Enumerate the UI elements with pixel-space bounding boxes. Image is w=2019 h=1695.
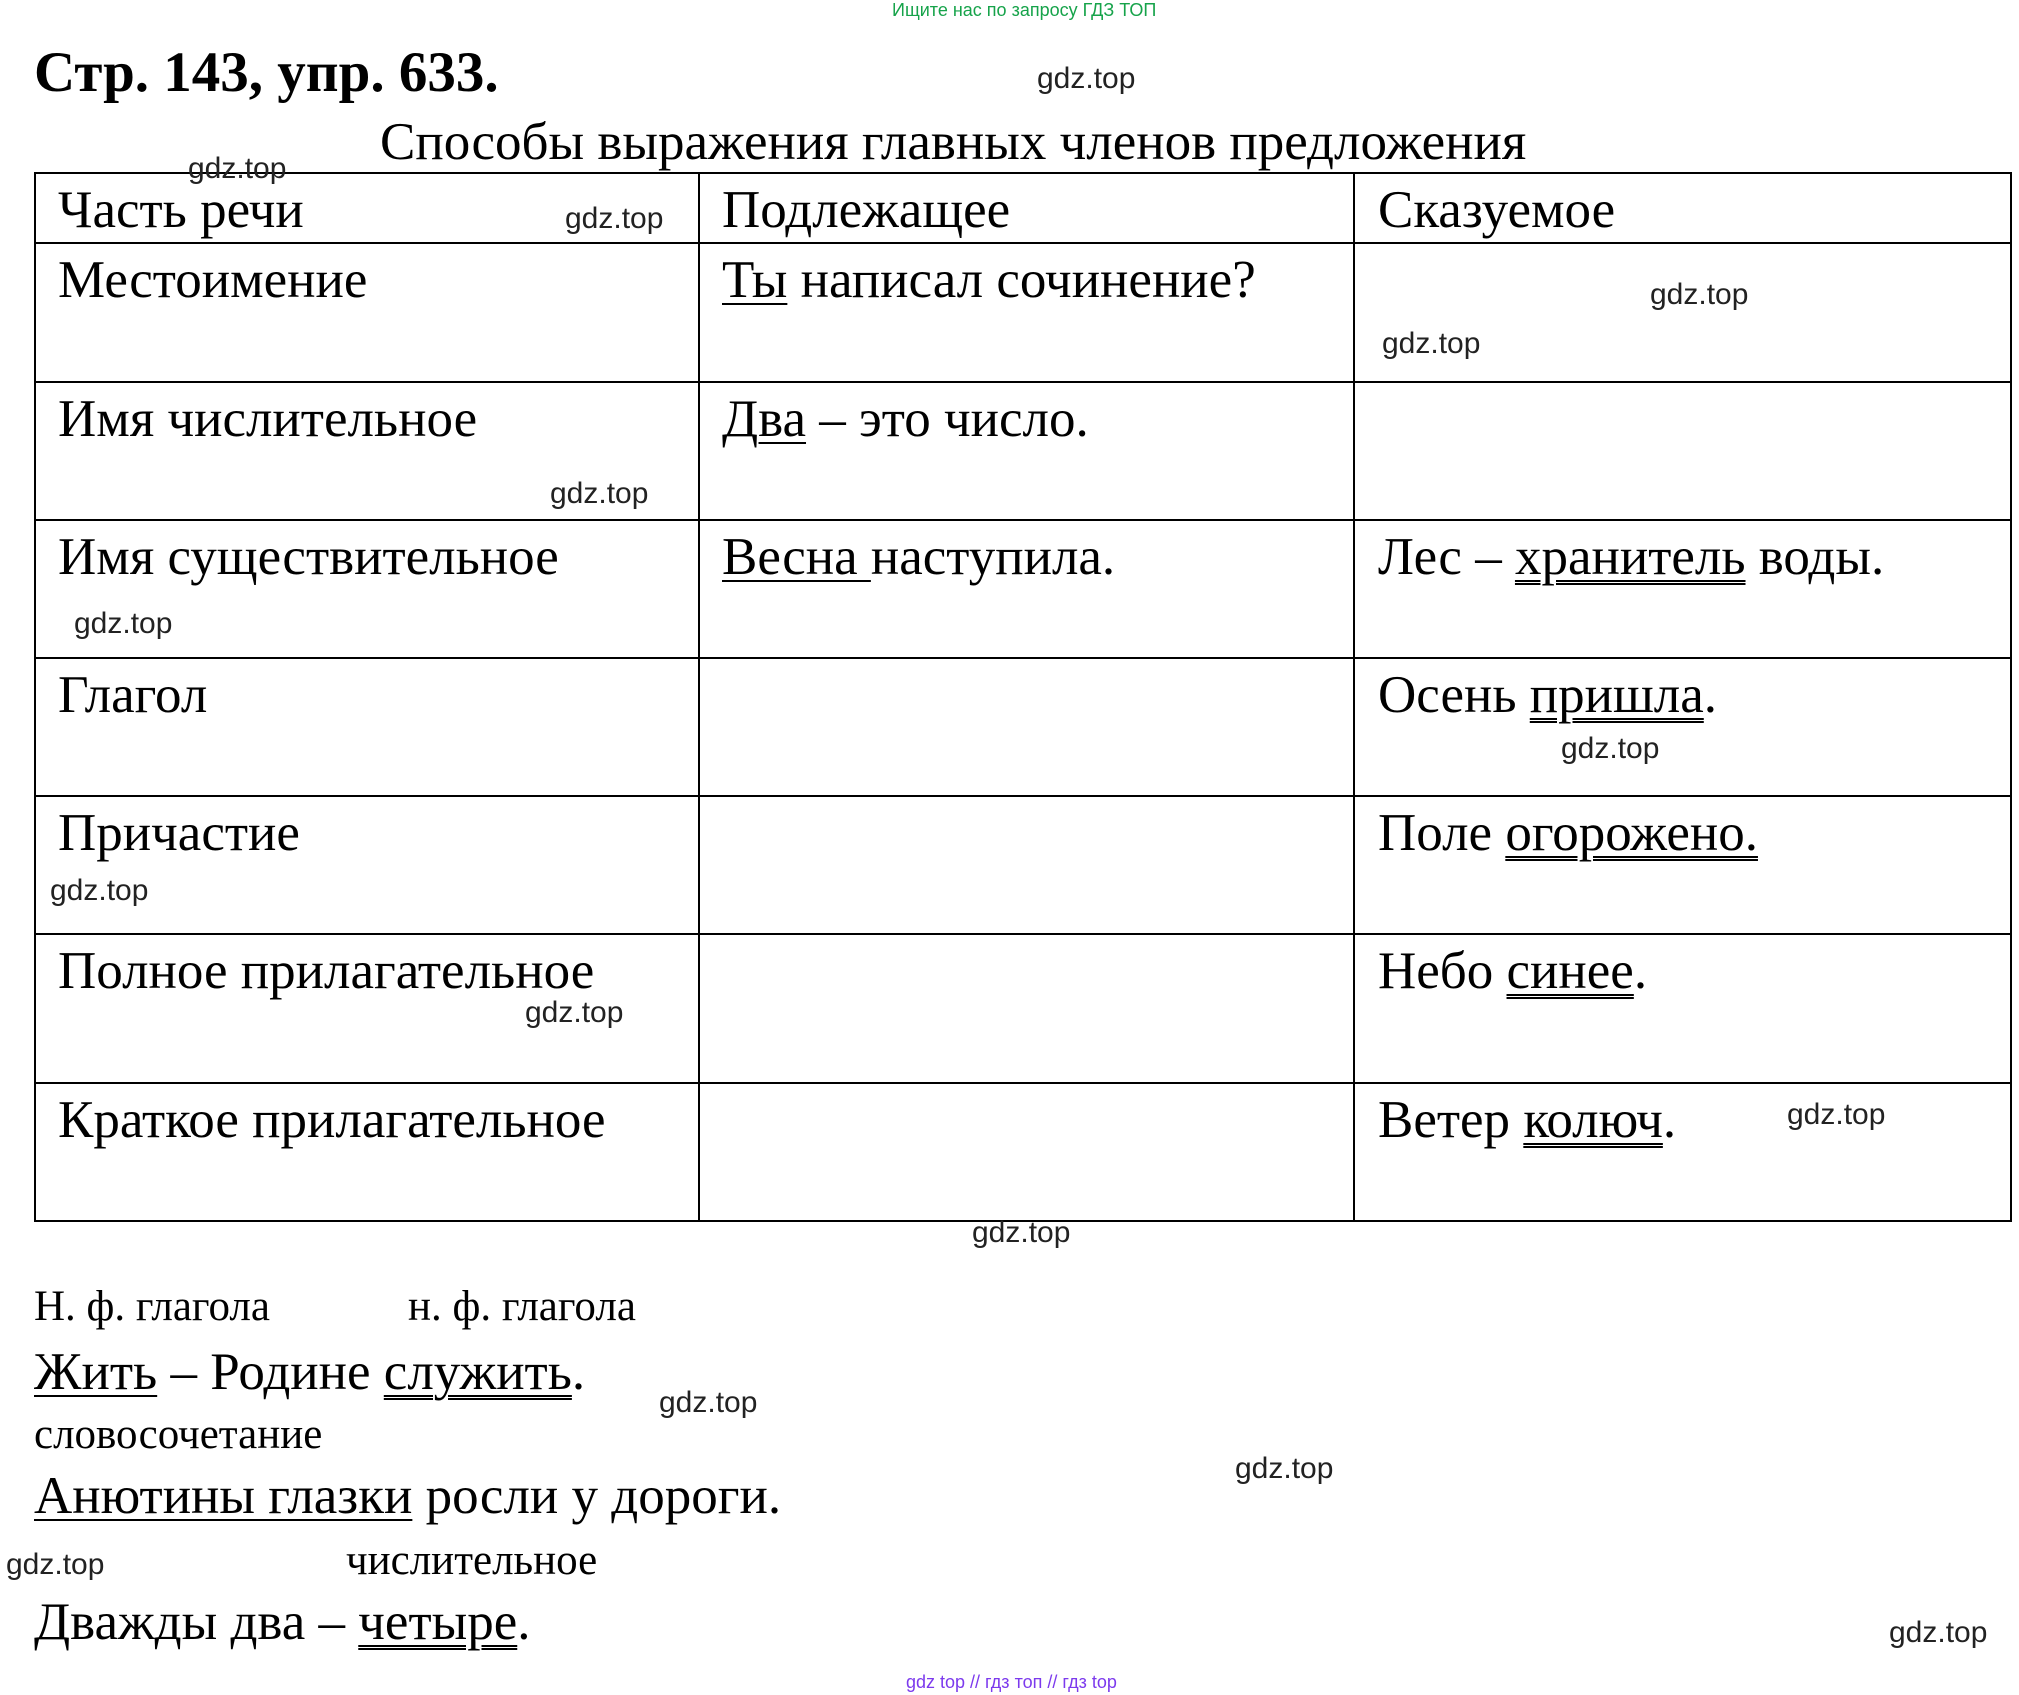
predicate-example	[1378, 665, 1717, 725]
table-divider	[34, 657, 2012, 659]
example-sentence	[34, 1466, 781, 1526]
part-of-speech-cell: Причастие	[58, 804, 300, 862]
table-divider	[34, 933, 2012, 935]
watermark: gdz.top	[550, 477, 649, 510]
sentence-end: воды.	[1745, 528, 1885, 586]
watermark: gdz.top	[659, 1386, 758, 1419]
part-of-speech-cell: Краткое прилагательное	[58, 1091, 606, 1149]
example-sentence	[34, 1592, 531, 1652]
sentence-rest: наступила.	[870, 528, 1116, 586]
part-of-speech-cell: Глагол	[58, 666, 208, 724]
part-of-speech-cell: Полное прилагательное	[58, 942, 595, 1000]
watermark: gdz.top	[1561, 732, 1660, 765]
watermark: gdz.top	[1787, 1098, 1886, 1131]
predicate-example	[1378, 527, 1884, 587]
predicate-word: пришла	[1529, 666, 1704, 724]
header-part-of-speech: Часть речи	[58, 181, 304, 239]
table-border-right	[2010, 172, 2012, 1222]
sentence-middle: – Родине	[157, 1343, 384, 1401]
sentence-rest: росли у дороги.	[412, 1467, 782, 1525]
subject-word: Весна	[722, 528, 871, 586]
predicate-word: синее	[1506, 942, 1634, 1000]
predicate-word: служить	[383, 1343, 572, 1401]
sentence-start: Лес –	[1378, 528, 1515, 586]
sentence-end: .	[1703, 666, 1718, 724]
watermark: gdz.top	[1235, 1452, 1334, 1485]
sentence-start: Поле	[1378, 804, 1506, 862]
predicate-word: огорожено.	[1505, 804, 1758, 862]
sentence-rest: написал сочинение?	[787, 251, 1256, 309]
sentence-rest: – это число.	[806, 390, 1089, 448]
sentence-end: .	[1662, 1091, 1677, 1149]
watermark: gdz.top	[1382, 327, 1481, 360]
subject-example	[722, 250, 1256, 310]
sentence-end: .	[517, 1593, 531, 1651]
watermark: gdz.top	[50, 874, 149, 907]
annotation-label: словосочетание	[34, 1411, 323, 1458]
subject-example	[722, 389, 1089, 449]
table-border-left	[34, 172, 36, 1222]
predicate-word: четыре	[358, 1593, 518, 1651]
part-of-speech-cell: Местоимение	[58, 251, 368, 309]
annotation-label: Н. ф. глагола	[34, 1283, 270, 1330]
part-of-speech-cell: Имя существительное	[58, 528, 559, 586]
watermark: gdz.top	[1889, 1616, 1988, 1649]
table-divider	[34, 519, 2012, 521]
example-sentence	[34, 1342, 585, 1402]
predicate-word: колюч	[1523, 1091, 1663, 1149]
watermark: gdz.top	[565, 202, 664, 235]
sentence-end: .	[1633, 942, 1648, 1000]
page-title: Стр. 143, упр. 633.	[34, 41, 499, 104]
watermark: gdz.top	[1650, 278, 1749, 311]
predicate-word: хранитель	[1514, 528, 1746, 586]
predicate-example	[1378, 1090, 1676, 1150]
table-divider	[34, 795, 2012, 797]
watermark: gdz.top	[188, 152, 287, 185]
sentence-start: Ветер	[1378, 1091, 1524, 1149]
header-subject: Подлежащее	[722, 181, 1011, 239]
subject-example	[722, 527, 1115, 587]
subject-word: Ты	[722, 251, 788, 309]
watermark: gdz.top	[74, 607, 173, 640]
sentence-end: .	[571, 1343, 586, 1401]
sentence-start: Дважды два –	[34, 1593, 359, 1651]
annotation-label: числительное	[346, 1537, 598, 1584]
predicate-example	[1378, 941, 1647, 1001]
table-divider	[34, 1082, 2012, 1084]
watermark: gdz.top	[972, 1216, 1071, 1249]
search-banner: Ищите нас по запросу ГДЗ ТОП	[892, 0, 1157, 20]
table-column-divider	[1353, 172, 1355, 1222]
table-column-divider	[698, 172, 700, 1222]
predicate-example	[1378, 803, 1758, 863]
table-divider	[34, 242, 2012, 244]
watermark: gdz.top	[6, 1548, 105, 1581]
header-predicate: Сказуемое	[1378, 181, 1616, 239]
sentence-start: Небо	[1378, 942, 1507, 1000]
watermark: gdz.top	[1037, 62, 1136, 95]
footer-links: gdz top // гдз топ // гдз top	[906, 1672, 1117, 1692]
annotation-label: н. ф. глагола	[408, 1283, 636, 1330]
subject-phrase: Анютины глазки	[34, 1467, 413, 1525]
subject-word: Два	[722, 390, 807, 448]
subject-word: Жить	[34, 1343, 158, 1401]
part-of-speech-cell: Имя числительное	[58, 390, 478, 448]
table-divider	[34, 381, 2012, 383]
sentence-start: Осень	[1378, 666, 1530, 724]
table-caption: Способы выражения главных членов предложения	[380, 113, 1527, 171]
table-border-top	[34, 172, 2012, 174]
watermark: gdz.top	[525, 996, 624, 1029]
